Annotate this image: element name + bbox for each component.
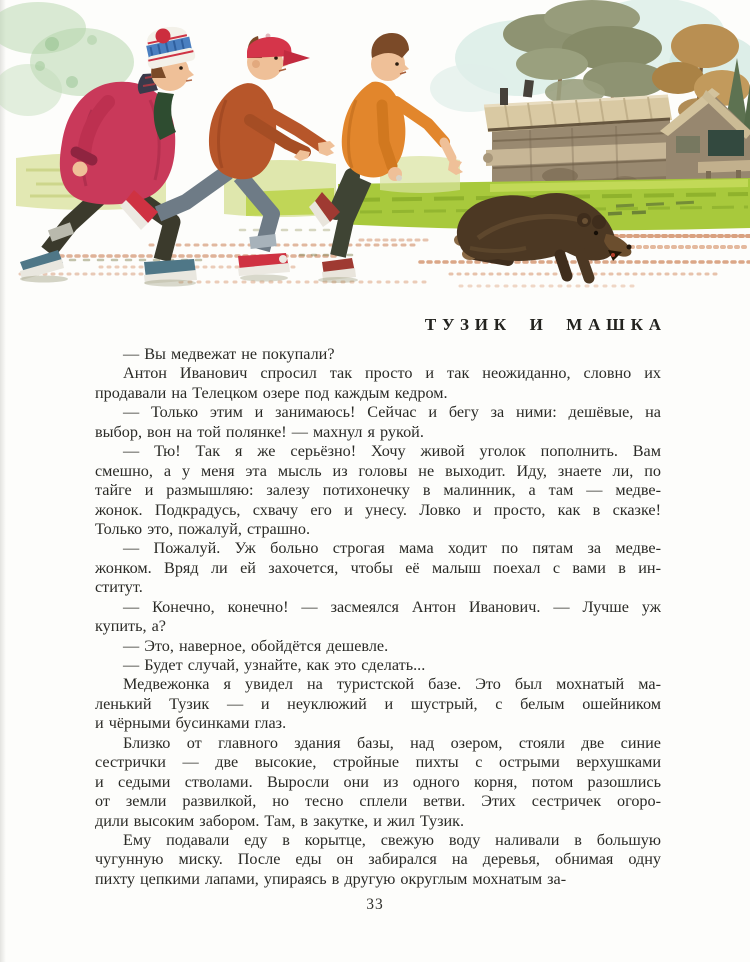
text-line: Близко от главного здания базы, над озером, стояли две синие [123,733,661,752]
text-line: смешно, а у меня эта мысль из головы не выходит. Иду, знаете ли, по [95,461,661,480]
text-line: сестрички — две высокие, стройные пихты с острыми верхушками [95,753,661,772]
text-line: тайге и размышляю: залезу потихонечку в малинник, а там — медве- [95,481,661,500]
text-line: Антон Иванович спросил так просто и так неожиданно, словно их [123,364,661,383]
text-line: — Это, наверное, обойдётся дешевле. [123,636,389,655]
text-line: и седыми стволами. Выросли они из одного корня, потом разошлись [95,772,661,791]
text-line: чугунную миску. После еды он забирался на деревья, обнимая одну [95,850,661,869]
text-line: Только это, пожалуй, страшно. [95,519,310,538]
paragraph [95,539,661,597]
text-line: — Тю! Так я же серьёзно! Хочу живой уголок пополнить. Вам [123,442,661,461]
text-line: жонком. Вряд ли ей захочется, чтобы её малыш поехал с вами в ин- [95,558,661,577]
text-line: и чёрными бусинками глаз. [95,714,287,733]
paragraph [95,831,661,889]
text-line: от земли развилкой, но тесно сплели ветви. Этих сестричек огоро- [95,792,661,811]
paragraph [95,656,661,675]
text-line: — Будет случай, узнайте, как это сделать... [123,656,426,674]
paragraph [95,364,661,403]
paragraph [95,637,661,656]
paragraph [95,442,661,539]
text-line: — Конечно, конечно! — засмеялся Антон Иванович. — Лучше уж [123,597,661,616]
text-line: ленький Тузик — и неуклюжий и шустрый, с белым ошейником [95,694,661,713]
paragraph [95,734,661,831]
text-line: жонок. Подкрадусь, схвачу его и унесу. Ловко и просто, как в сказке! [95,500,661,519]
text-line: — Пожалуй. Уж больно строгая мама ходит по пятам за медве- [123,539,661,558]
text-line: продавали на Телецком озере под каждым кедром. [95,383,448,402]
paragraph [95,675,661,733]
story-title [95,315,667,335]
story-illustration [0,0,750,300]
story-text [95,345,661,889]
paragraph [95,598,661,637]
paragraph [95,345,661,364]
ground-speckles [20,230,750,286]
text-line: ститут. [95,578,143,597]
page-number: 33 [366,896,384,913]
text-line: Медвежонка я увидел на туристской базе. Это был мохнатый ма- [123,675,661,694]
text-line: купить, а? [95,617,166,636]
text-line: — Только этим и занимаюсь! Сейчас и бегу за ними: дешёвые, на [123,403,661,422]
text-line: Ему подавали еду в корытце, свежую воду наливали в большую [123,830,661,849]
text-line: пихту цепкими лапами, упираясь в другую округлым мохнатым за- [95,869,567,888]
text-line: дили высоким забором. Там, в закутке, и жил Тузик. [95,811,465,830]
story-title-text: ТУЗИК И МАШКА [424,315,667,334]
paragraph [95,403,661,442]
text-line: выбор, вон на той полянке! — махнул я рукой. [95,422,424,441]
text-line: — Вы медвежат не покупали? [123,345,335,363]
